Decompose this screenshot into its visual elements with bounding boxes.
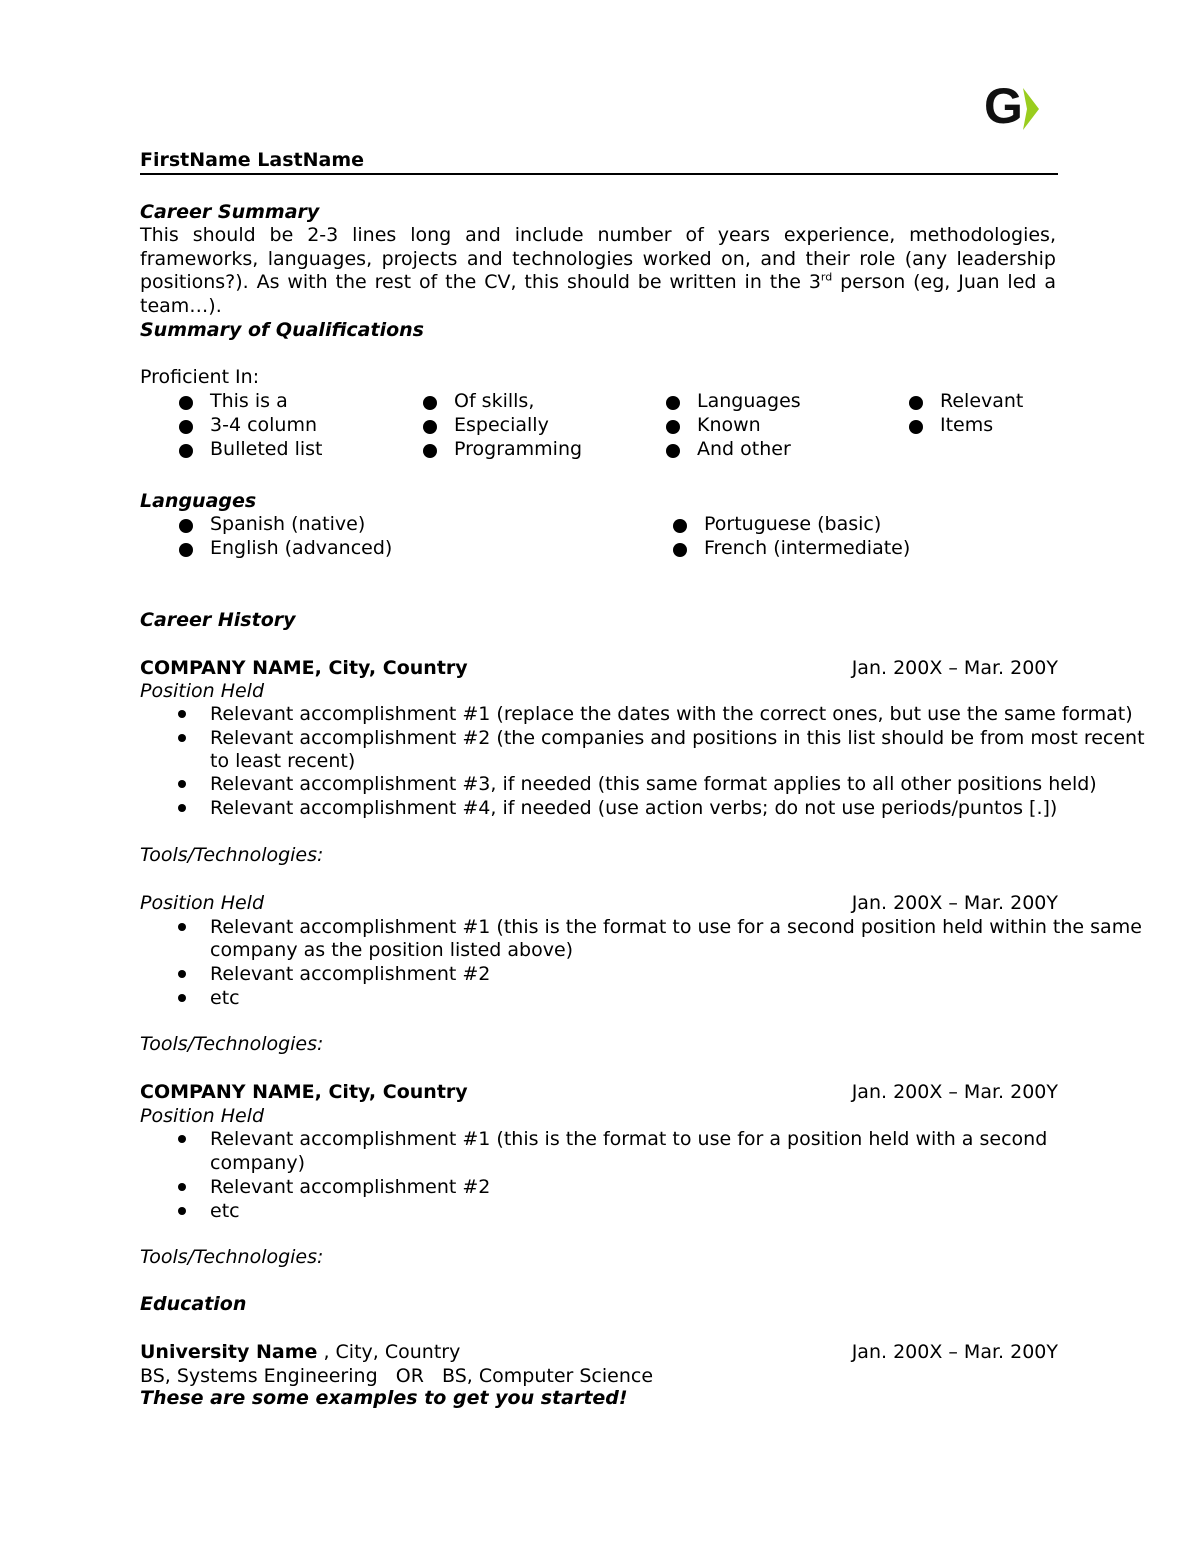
accomplishment-item-continued: company as the position listed above) — [210, 939, 574, 961]
skill-item: 3-4 column — [210, 414, 318, 436]
language-item: Spanish (native) — [210, 513, 366, 535]
bullet-icon — [178, 1135, 186, 1143]
tools-label: Tools/Technologies: — [140, 1246, 324, 1268]
header-divider — [140, 173, 1058, 175]
bullet-icon — [423, 444, 437, 458]
university-location: , City, Country — [317, 1341, 461, 1363]
skill-item: Known — [697, 414, 761, 436]
position-title: Position Held — [140, 1105, 265, 1127]
bullet-icon — [179, 543, 193, 557]
candidate-name: FirstName LastName — [140, 149, 365, 171]
position-title: Position Held — [140, 680, 265, 702]
company-logo — [984, 78, 1064, 136]
bullet-icon — [178, 734, 186, 742]
bullet-icon — [178, 1207, 186, 1215]
bullet-icon — [666, 396, 680, 410]
skill-item: Especially — [454, 414, 549, 436]
bullet-icon — [673, 543, 687, 557]
accomplishment-item-continued: to least recent) — [210, 750, 356, 772]
language-item: English (advanced) — [210, 537, 393, 559]
company-name: COMPANY NAME, City, Country — [140, 1081, 468, 1103]
bullet-icon — [178, 780, 186, 788]
bullet-icon — [673, 519, 687, 533]
language-item: French (intermediate) — [704, 537, 911, 559]
degree-line: BS, Systems Engineering OR BS, Computer Science — [140, 1365, 654, 1387]
bullet-icon — [178, 923, 186, 931]
proficient-label: Proficient In: — [140, 366, 260, 388]
company-name: COMPANY NAME, City, Country — [140, 657, 468, 679]
bullet-icon — [179, 420, 193, 434]
bullet-icon — [909, 396, 923, 410]
languages-heading: Languages — [140, 490, 257, 512]
education-heading: Education — [140, 1293, 247, 1315]
education-note: These are some examples to get you started! — [140, 1387, 628, 1409]
bullet-icon — [178, 1183, 186, 1191]
skill-item: Items — [940, 414, 994, 436]
bullet-icon — [179, 519, 193, 533]
accomplishment-item: etc — [210, 987, 240, 1009]
bullet-icon — [179, 396, 193, 410]
bullet-icon — [178, 804, 186, 812]
tools-label: Tools/Technologies: — [140, 1033, 324, 1055]
accomplishment-item: Relevant accomplishment #2 — [210, 1176, 491, 1198]
bullet-icon — [666, 420, 680, 434]
accomplishment-item: Relevant accomplishment #1 (this is the format to use for a position held with a second — [210, 1128, 1048, 1150]
employment-dates: Jan. 200X – Mar. 200Y — [851, 657, 1058, 679]
career-summary-text: This should be 2-3 lines long and include number of years experience, methodologies, frameworks, languages, projects and technologies worked on, and their role (any leadership positions?). As with the rest of the CV, this should be written in the 3rd person (eg, Juan led a team…). — [140, 224, 1056, 317]
education-dates: Jan. 200X – Mar. 200Y — [851, 1341, 1058, 1363]
bullet-icon — [179, 444, 193, 458]
skill-item: Languages — [697, 390, 801, 412]
bullet-icon — [423, 420, 437, 434]
skill-item: Of skills, — [454, 390, 535, 412]
chevron-right-icon — [1023, 88, 1039, 130]
accomplishment-item: Relevant accomplishment #4, if needed (use action verbs; do not use periods/puntos [.]) — [210, 797, 1058, 819]
accomplishment-item-continued: company) — [210, 1152, 305, 1174]
position-title: Position Held — [140, 892, 265, 914]
career-summary-heading: Career Summary — [140, 201, 320, 223]
accomplishment-item: Relevant accomplishment #1 (this is the format to use for a second position held within the same — [210, 916, 1142, 938]
bullet-icon — [666, 444, 680, 458]
skill-item: Relevant — [940, 390, 1024, 412]
bullet-icon — [178, 710, 186, 718]
accomplishment-item: Relevant accomplishment #2 — [210, 963, 491, 985]
bullet-icon — [423, 396, 437, 410]
accomplishment-item: Relevant accomplishment #1 (replace the dates with the correct ones, but use the same format) — [210, 703, 1133, 725]
skill-item: Programming — [454, 438, 583, 460]
tools-label: Tools/Technologies: — [140, 844, 324, 866]
accomplishment-item: Relevant accomplishment #2 (the companies and positions in this list should be from most recent — [210, 727, 1145, 749]
employment-dates: Jan. 200X – Mar. 200Y — [851, 1081, 1058, 1103]
university-line — [140, 1340, 460, 1364]
skill-item: And other — [697, 438, 791, 460]
employment-dates: Jan. 200X – Mar. 200Y — [851, 892, 1058, 914]
bullet-icon — [909, 420, 923, 434]
language-item: Portuguese (basic) — [704, 513, 882, 535]
accomplishment-item: etc — [210, 1200, 240, 1222]
logo-letter: G — [984, 78, 1023, 134]
career-history-heading: Career History — [140, 609, 296, 631]
bullet-icon — [178, 994, 186, 1002]
skill-item: This is a — [210, 390, 288, 412]
skill-item: Bulleted list — [210, 438, 323, 460]
accomplishment-item: Relevant accomplishment #3, if needed (this same format applies to all other positions held) — [210, 773, 1097, 795]
university-name: University Name — [140, 1341, 318, 1363]
qualifications-heading: Summary of Qualifications — [140, 319, 424, 341]
bullet-icon — [178, 970, 186, 978]
